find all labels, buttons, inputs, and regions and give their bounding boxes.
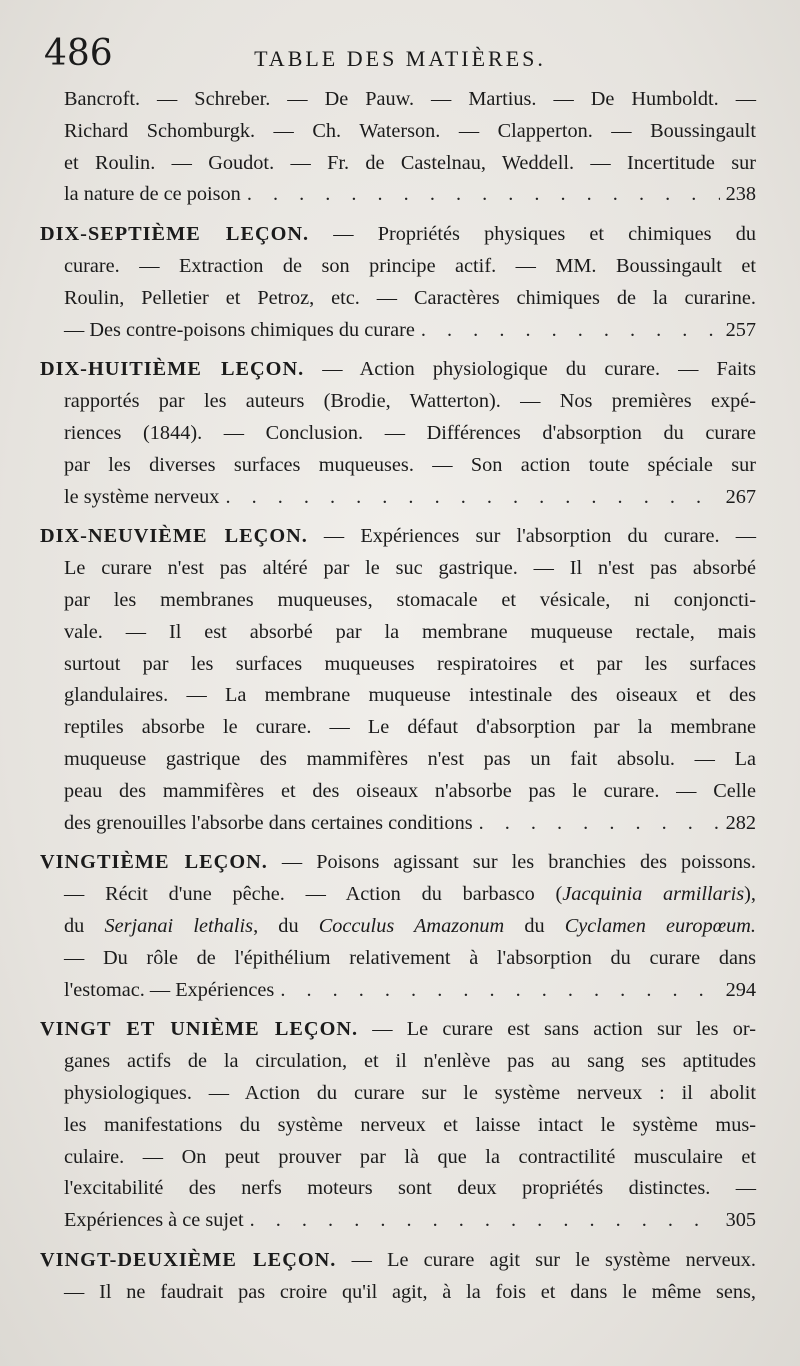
- page-number: 486: [44, 33, 113, 74]
- dot-leader: [225, 482, 719, 514]
- page-reference: 294: [725, 978, 756, 1001]
- toc-entry: [40, 1014, 756, 1237]
- dot-leader: [280, 975, 719, 1007]
- toc-line: glandulaires. — La membrane muqueuse intestinale des oiseaux et des: [64, 684, 756, 707]
- page-reference: 238: [725, 183, 756, 206]
- toc-line: muqueuse gastrique des mammifères n'est pas un fait absolu. — La: [64, 747, 756, 770]
- toc-line: ganes actifs de la circulation, et il n'enlève pas au sang ses aptitudes: [64, 1050, 756, 1073]
- toc-line: curare. — Extraction de son principe actif. — MM. Boussingault et: [64, 254, 756, 277]
- toc-line: peau des mammifères et des oiseaux n'absorbe pas le curare. — Celle: [64, 779, 756, 802]
- toc-line: — Du rôle de l'épithélium relativement à l'absorption du curare dans: [64, 946, 756, 969]
- lesson-heading: VINGT ET UNIÈME LEÇON.: [40, 1018, 359, 1041]
- toc-entry-last-line: [40, 482, 756, 514]
- toc-line: les manifestations du système nerveux et laisse intact le système mus-: [64, 1113, 756, 1136]
- dot-leader: [479, 808, 720, 840]
- table-of-contents: [40, 84, 756, 1316]
- species-name: Cyclamen europœum.: [564, 914, 756, 937]
- toc-line: — Le curare est sans action sur les or-: [358, 1018, 756, 1041]
- toc-entry-last-line: [40, 975, 756, 1007]
- toc-line: rapportés par les auteurs (Brodie, Watterton). — Nos premières expé-: [64, 390, 756, 413]
- toc-line: — Le curare agit sur le système nerveux.: [336, 1248, 756, 1271]
- toc-entry-last-line: [40, 315, 756, 347]
- toc-line: riences (1844). — Conclusion. — Différences d'absorption du curare: [64, 421, 756, 444]
- toc-line: le système nerveux: [64, 485, 220, 508]
- toc-line: Bancroft. — Schreber. — De Pauw. — Martius. — De Humboldt. —: [64, 88, 756, 110]
- toc-line: [40, 879, 756, 911]
- toc-line: par les membranes muqueuses, stomacale et vésicale, ni conjoncti-: [64, 588, 756, 611]
- toc-line: et Roulin. — Goudot. — Fr. de Castelnau, Weddell. — Incertitude sur: [64, 151, 756, 174]
- lesson-heading: DIX-HUITIÈME LEÇON.: [40, 358, 305, 381]
- toc-entry: [40, 847, 756, 1006]
- toc-line: Le curare n'est pas altéré par le suc gastrique. — Il n'est pas absorbé: [64, 557, 756, 580]
- toc-line: — Expériences sur l'absorption du curare. —: [307, 525, 756, 548]
- lesson-heading: DIX-NEUVIÈME LEÇON.: [40, 525, 308, 548]
- toc-heading-line: [40, 1014, 756, 1046]
- toc-line: vale. — Il est absorbé par la membrane muqueuse rectale, mais: [64, 620, 756, 643]
- page-reference: 305: [725, 1209, 756, 1232]
- page-reference: 282: [725, 811, 756, 834]
- toc-text: ),: [744, 883, 756, 906]
- toc-heading-line: [40, 1245, 756, 1277]
- toc-entry: [40, 84, 756, 211]
- lesson-heading: VINGT-DEUXIÈME LEÇON.: [40, 1248, 337, 1271]
- toc-line: des grenouilles l'absorbe dans certaines conditions: [64, 811, 473, 834]
- species-name: Jacquinia armillaris: [562, 883, 745, 906]
- species-name: Cocculus Amazonum: [318, 914, 505, 937]
- toc-line: Richard Schomburgk. — Ch. Waterson. — Clapperton. — Boussingault: [64, 119, 756, 142]
- dot-leader: [247, 179, 720, 211]
- page-reference: 257: [725, 318, 756, 341]
- toc-line: l'excitabilité des nerfs moteurs sont deux propriétés distinctes. —: [64, 1177, 756, 1200]
- toc-text: du: [64, 914, 105, 937]
- toc-line: par les diverses surfaces muqueuses. — Son action toute spéciale sur: [64, 453, 756, 476]
- toc-line: — Des contre-poisons chimiques du curare: [64, 318, 415, 341]
- toc-entry: [40, 219, 756, 346]
- dot-leader: [421, 315, 720, 347]
- toc-text: du: [504, 914, 565, 937]
- running-head: TABLE DES MATIÈRES.: [254, 46, 546, 71]
- toc-heading-line: [40, 354, 756, 386]
- toc-heading-line: [40, 847, 756, 879]
- toc-line: [40, 911, 756, 943]
- toc-line: surtout par les surfaces muqueuses respiratoires et par les surfaces: [64, 652, 756, 675]
- toc-entry-last-line: [40, 808, 756, 840]
- toc-entry: [40, 354, 756, 513]
- toc-line: physiologiques. — Action du curare sur le système nerveux : il abolit: [64, 1081, 756, 1104]
- toc-entry-last-line: [40, 179, 756, 211]
- toc-text: , du: [253, 914, 319, 937]
- toc-line: — Poisons agissant sur les branchies des poissons.: [267, 851, 756, 874]
- toc-line: — Action physiologique du curare. — Faits: [304, 358, 756, 381]
- toc-text: — Récit d'une pêche. — Action du barbasco (: [64, 883, 563, 906]
- page-reference: 267: [725, 485, 756, 508]
- dot-leader: [250, 1205, 720, 1237]
- species-name: Serjanai lethalis: [104, 914, 254, 937]
- toc-line: culaire. — On peut prouver par là que la contractilité musculaire et: [64, 1145, 756, 1168]
- lesson-heading: DIX-SEPTIÈME LEÇON.: [40, 223, 310, 246]
- toc-line: reptiles absorbe le curare. — Le défaut d'absorption par la membrane: [64, 716, 756, 739]
- toc-line: Expériences à ce sujet: [64, 1209, 244, 1232]
- toc-entry: [40, 521, 756, 839]
- toc-heading-line: [40, 219, 756, 251]
- toc-line: — Propriétés physiques et chimiques du: [309, 223, 756, 246]
- toc-entry: [40, 1245, 756, 1309]
- toc-line: l'estomac. — Expériences: [64, 978, 275, 1001]
- toc-line: Roulin, Pelletier et Petroz, etc. — Caractères chimiques de la curarine.: [64, 286, 756, 309]
- lesson-heading: VINGTIÈME LEÇON.: [40, 851, 268, 874]
- toc-heading-line: [40, 521, 756, 553]
- toc-entry-last-line: [40, 1205, 756, 1237]
- toc-line: la nature de ce poison: [64, 183, 241, 206]
- toc-line: — Il ne faudrait pas croire qu'il agit, à la fois et dans le même sens,: [64, 1280, 756, 1303]
